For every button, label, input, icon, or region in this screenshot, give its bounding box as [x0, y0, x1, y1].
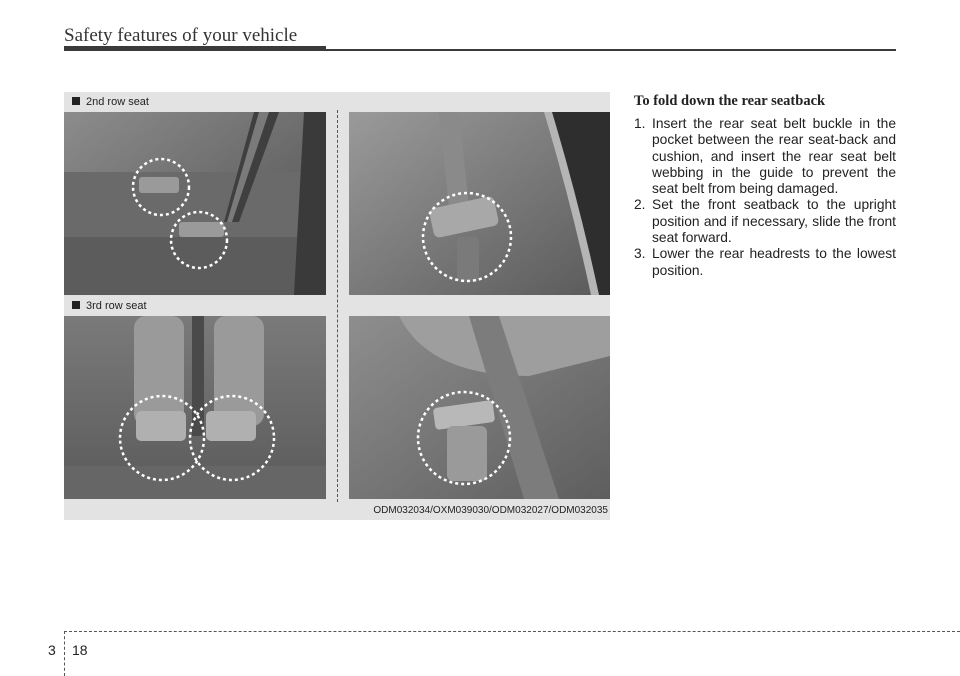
step-number: 3. — [634, 246, 646, 262]
step-1 — [634, 116, 896, 197]
instructions-heading: To fold down the rear seatback — [634, 93, 826, 109]
instructions — [634, 93, 896, 279]
header-title: Safety features of your vehicle — [64, 25, 298, 46]
page-chapter: 3 — [48, 642, 56, 658]
caption-3rd-row — [72, 300, 147, 312]
step-text: Set the front seatback to the upright position and if necessary, slide the front seat forward. — [652, 197, 896, 246]
caption-2nd-row-text: 2nd row seat — [86, 96, 149, 108]
footer-rule-horizontal — [64, 631, 960, 632]
step-3 — [634, 246, 896, 279]
footer-rule-vertical — [64, 631, 65, 676]
figure-panel — [64, 92, 610, 520]
photo-2nd-row-buckles — [64, 112, 326, 295]
step-text: Lower the rear headrests to the lowest position. — [652, 246, 896, 278]
photo-2nd-row-belt-guide — [349, 112, 610, 295]
reference-codes: ODM032034/OXM039030/ODM032027/ODM032035 — [373, 505, 608, 516]
photo-3rd-row-buckles — [64, 316, 326, 499]
header-rule-thin — [326, 49, 896, 51]
step-number: 1. — [634, 116, 646, 131]
step-text: Insert the rear seat belt buckle in the pocket between the rear seat-back and cushion, and insert the rear seat belt webbing in the guide to prevent the seat belt from being damaged. — [652, 116, 896, 197]
square-bullet-icon — [72, 301, 80, 309]
page-number: 18 — [72, 642, 88, 658]
photo-3rd-row-belt-guide — [349, 316, 610, 499]
square-bullet-icon — [72, 97, 80, 105]
caption-2nd-row — [72, 96, 149, 108]
figure-divider — [337, 110, 338, 502]
step-2 — [634, 197, 896, 246]
caption-3rd-row-text: 3rd row seat — [86, 300, 147, 312]
header-rule — [64, 46, 326, 51]
step-number: 2. — [634, 197, 646, 213]
